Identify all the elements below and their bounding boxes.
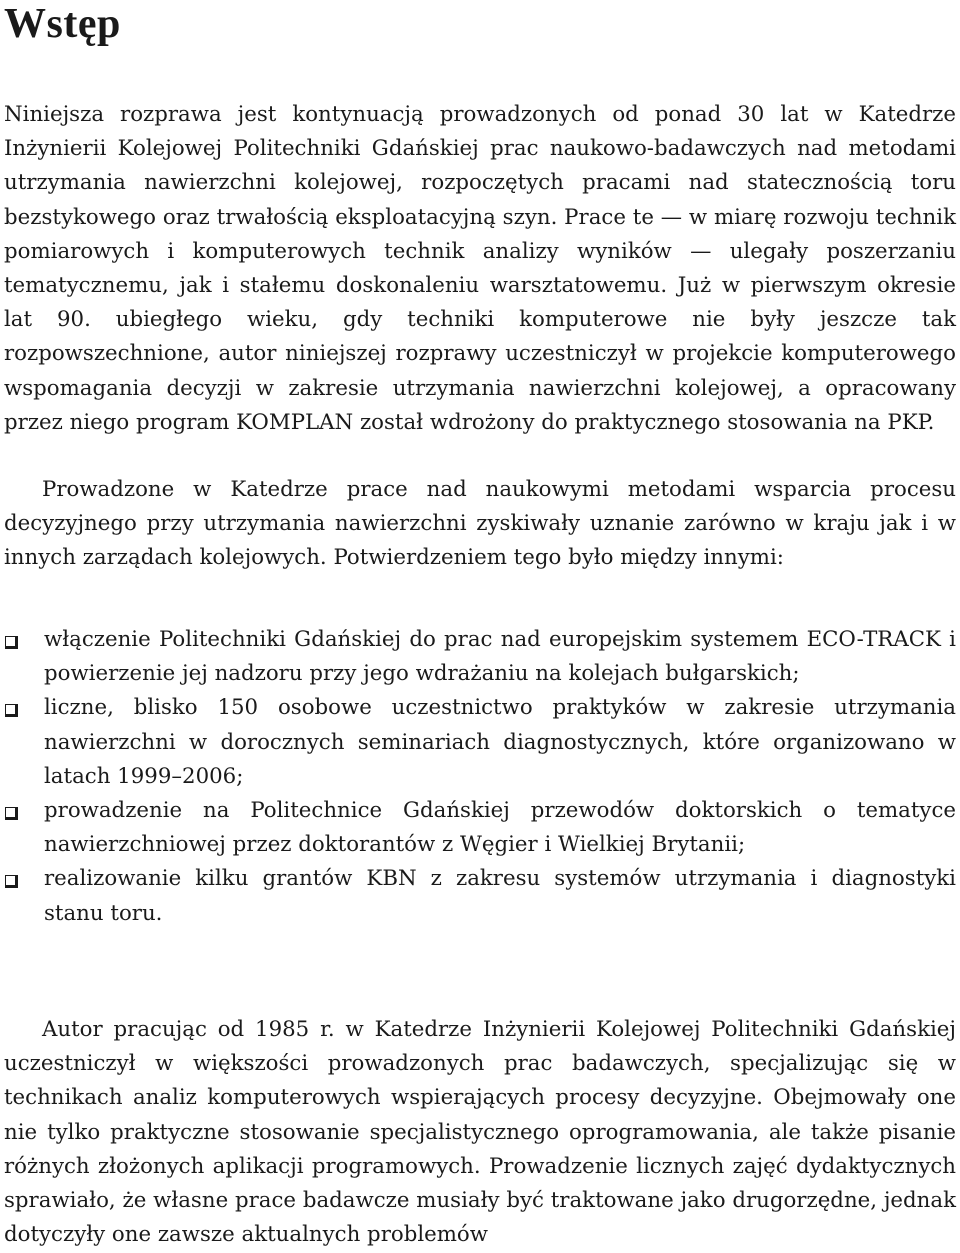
- document-page: [4, 0, 956, 1248]
- page-title: Wstęp: [4, 1, 121, 47]
- checkbox-bullet-icon: [5, 807, 18, 820]
- achievements-list: [4, 623, 956, 931]
- checkbox-bullet-icon: [5, 875, 18, 888]
- author-paragraph: Autor pracując od 1985 r. w Katedrze Inżynierii Kolejowej Politechniki Gdańskiej uczestniczył w większości prowadzonych prac badawczych, specjalizując się w technikach analiz komputerowych wspierających procesy decyzyjne. Obejmowały one nie tylko praktyczne stosowanie specjalistycznego oprogramowania, ale także pisanie różnych złożonych aplikacji programowych. Prowadzenie licznych zajęć dydaktycznych sprawiało, że własne prace badawcze musiały być traktowane jako drugorzędne, jednak dotyczyły one zawsze aktualnych problemów: [4, 1017, 956, 1248]
- list-item-text: liczne, blisko 150 osobowe uczestnictwo praktyków w zakresie utrzymania nawierzchni w dorocznych seminariach diagnostycznych, które organizowano w latach 1999–2006;: [44, 695, 956, 789]
- achievements-intro-paragraph: Prowadzone w Katedrze prace nad naukowymi metodami wsparcia procesu decyzyjnego przy utrzymania nawierzchni zyskiwały uznanie zarówno w kraju jak i w innych zarządach kolejowych. Potwierdzeniem tego było między innymi:: [4, 477, 956, 571]
- checkbox-bullet-icon: [5, 636, 18, 649]
- list-item: [4, 691, 956, 794]
- list-item: [4, 794, 956, 862]
- intro-paragraph: Niniejsza rozprawa jest kontynuacją prowadzonych od ponad 30 lat w Katedrze Inżynierii Kolejowej Politechniki Gdańskiej prac naukowo-badawczych nad metodami utrzymania nawierzchni kolejowej, rozpoczętych pracami nad statecznością toru bezstykowego oraz trwałością eksploatacyjną szyn. Prace te — w miarę rozwoju technik pomiarowych i komputerowych technik analizy wyników — ulegały poszerzaniu tematycznemu, jak i stałemu doskonaleniu warsztatowemu. Już w pierwszym okresie lat 90. ubiegłego wieku, gdy techniki komputerowe nie były jeszcze tak rozpowszechnione, autor niniejszej rozprawy uczestniczył w projekcie komputerowego wspomagania decyzji w zakresie utrzymania nawierzchni kolejowej, a opracowany przez niego program KOMPLAN został wdrożony do praktycznego stosowania na PKP.: [4, 102, 956, 435]
- list-item: [4, 623, 956, 691]
- list-item-text: realizowanie kilku grantów KBN z zakresu systemów utrzymania i diagnostyki stanu toru.: [44, 866, 956, 926]
- list-item-text: włączenie Politechniki Gdańskiej do prac nad europejskim systemem ECO-TRACK i powierzenie jej nadzoru przy jego wdrażaniu na kolejach bułgarskich;: [44, 627, 956, 687]
- list-item: [4, 862, 956, 930]
- checkbox-bullet-icon: [5, 704, 18, 717]
- list-item-text: prowadzenie na Politechnice Gdańskiej przewodów doktorskich o tematyce nawierzchniowej przez doktorantów z Węgier i Wielkiej Brytanii;: [44, 798, 956, 858]
